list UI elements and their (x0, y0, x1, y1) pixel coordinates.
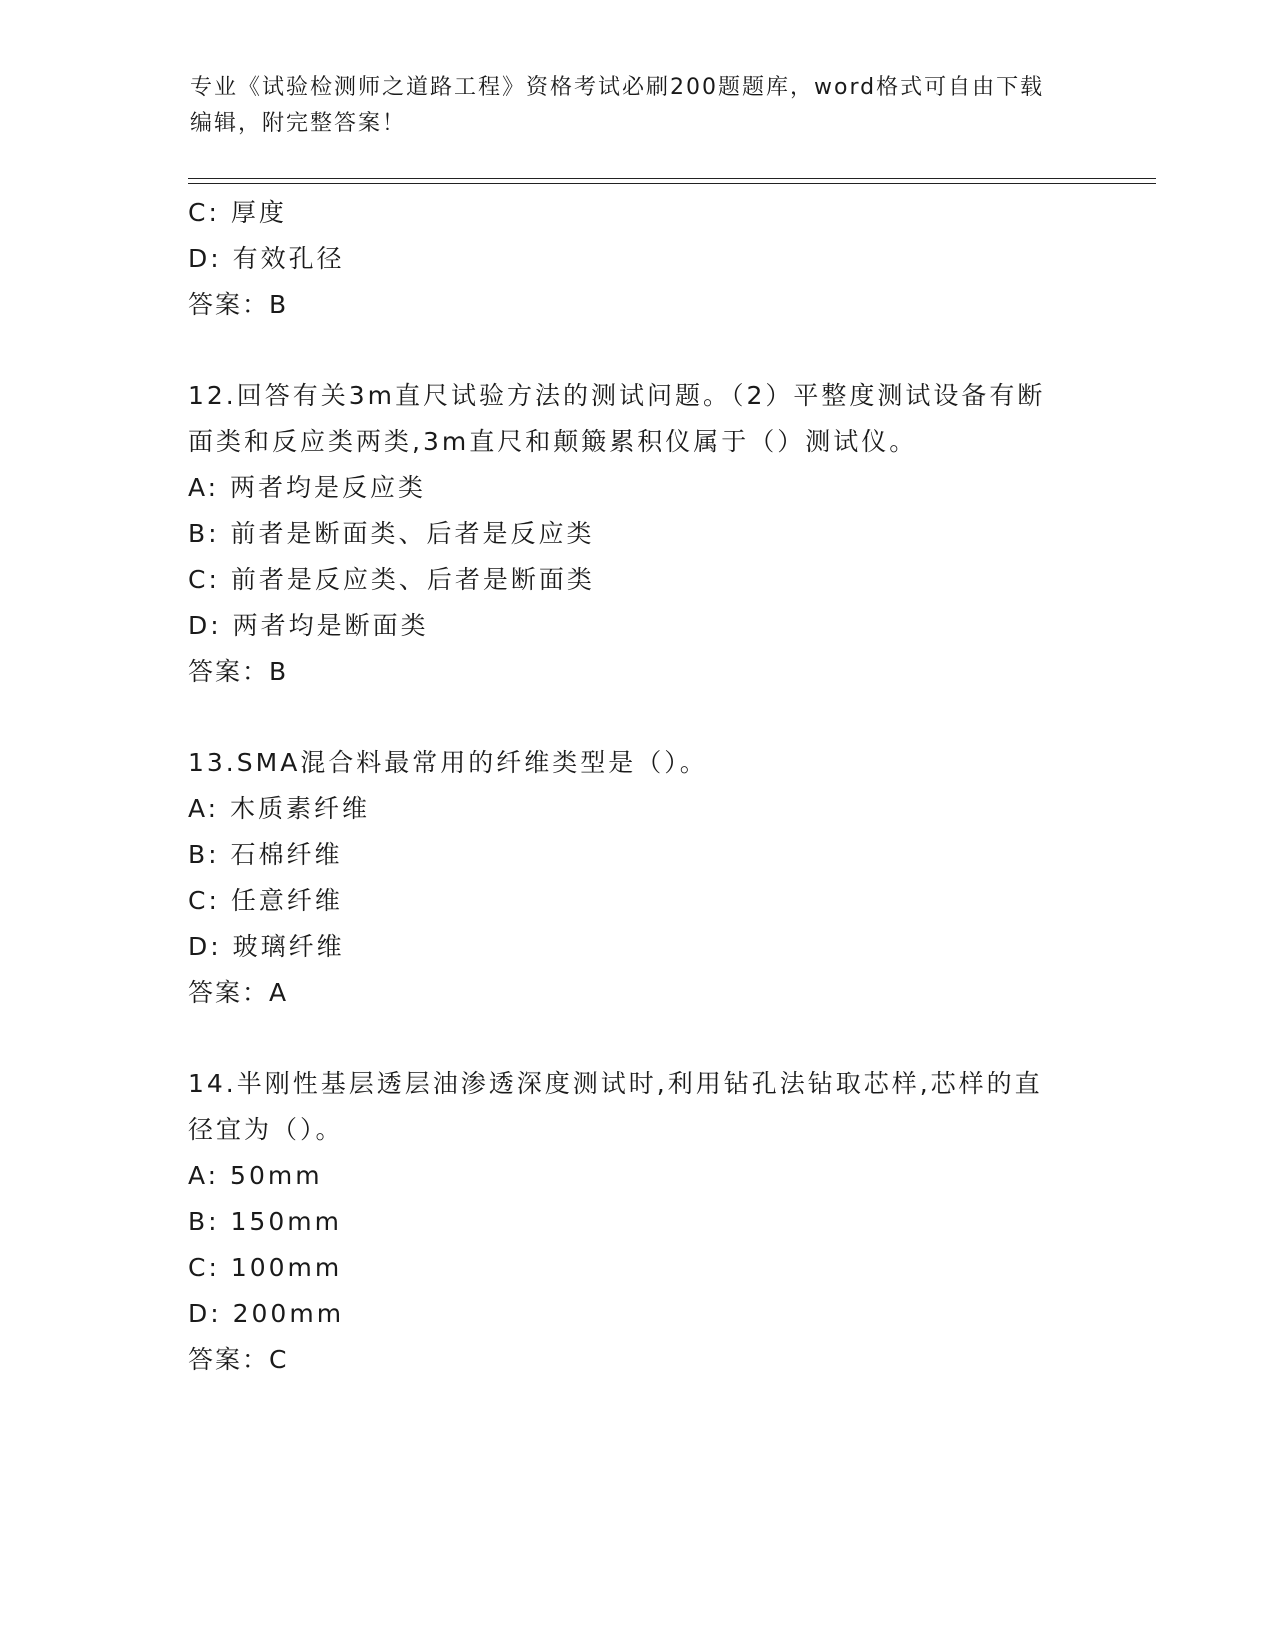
answer-line: 答案：B (188, 290, 289, 319)
answer-line: 答案：A (188, 978, 289, 1007)
header-title-line-2: 编辑，附完整答案！ (190, 111, 407, 136)
question-11-tail (188, 190, 1088, 328)
header-title-line-1: 专业《试验检测师之道路工程》资格考试必刷200题题库，word格式可自由下载 (190, 75, 1045, 100)
question-12 (188, 373, 1088, 695)
header-divider-bottom (188, 183, 1156, 184)
question-text-line: 14.半刚性基层透层油渗透深度测试时,利用钻孔法钻取芯样,芯样的直 (188, 1069, 1043, 1098)
option-c: C: 任意纤维 (188, 886, 343, 915)
answer-line: 答案：B (188, 657, 289, 686)
question-14 (188, 1061, 1088, 1383)
question-text-line: 面类和反应类两类,3m直尺和颠簸累积仪属于（）测试仪。 (188, 427, 918, 456)
header-divider-top (188, 178, 1156, 179)
answer-line: 答案：C (188, 1345, 289, 1374)
question-text-line: 13.SMA混合料最常用的纤维类型是（）。 (188, 748, 708, 777)
document-header (190, 70, 1090, 142)
option-c: C: 100mm (188, 1253, 343, 1282)
question-text-line: 12.回答有关3m直尺试验方法的测试问题。（2）平整度测试设备有断 (188, 381, 1046, 410)
option-a: A: 木质素纤维 (188, 794, 371, 823)
option-d: D: 有效孔径 (188, 244, 345, 273)
option-d: D: 两者均是断面类 (188, 611, 429, 640)
option-d: D: 玻璃纤维 (188, 932, 345, 961)
option-b: B: 150mm (188, 1207, 342, 1236)
question-13 (188, 740, 1088, 1016)
option-b: B: 前者是断面类、后者是反应类 (188, 519, 595, 548)
option-b: B: 石棉纤维 (188, 840, 343, 869)
question-text-line: 径宜为（）。 (188, 1115, 344, 1144)
option-a: A: 50mm (188, 1161, 323, 1190)
option-c: C: 厚度 (188, 198, 287, 227)
question-list (188, 190, 1088, 1383)
option-a: A: 两者均是反应类 (188, 473, 427, 502)
option-d: D: 200mm (188, 1299, 345, 1328)
option-c: C: 前者是反应类、后者是断面类 (188, 565, 595, 594)
